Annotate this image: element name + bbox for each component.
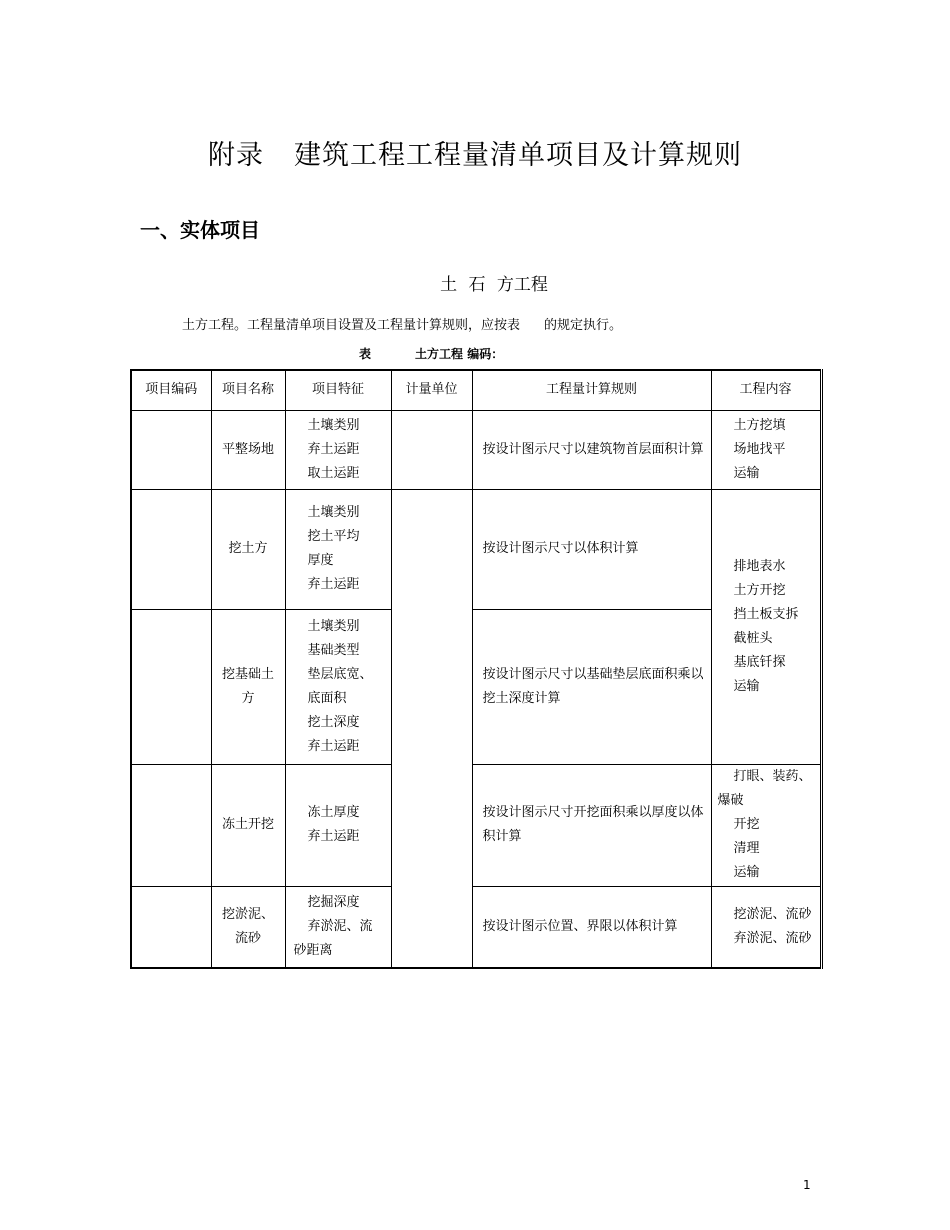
feature-line: 基础类型: [307, 642, 360, 658]
cell-contents: [711, 410, 821, 489]
cell-contents: [711, 764, 821, 886]
feature-line: 冻土厚度: [307, 805, 360, 820]
name-line: 方: [241, 690, 255, 706]
feature-line: 弃土运距: [307, 738, 360, 754]
cell-code: [131, 764, 211, 886]
content-line: 截桩头: [733, 630, 773, 646]
cell-name: [211, 410, 285, 489]
cell-code: [131, 609, 211, 764]
feature-line: 弃淤泥、流: [307, 918, 373, 934]
table-caption: [359, 345, 503, 362]
cell-name: [211, 489, 285, 609]
cell-code: [131, 410, 211, 489]
name-line: 挖淤泥、: [221, 906, 274, 922]
intro-text-part2: 的规定执行。: [544, 318, 623, 333]
content-line: 挖淤泥、流砂: [733, 906, 812, 922]
sub-heading: 土 石 方工程: [440, 275, 548, 295]
cell-name: [211, 764, 285, 886]
name-line: 冻土开挖: [221, 817, 274, 832]
table-row: [131, 764, 821, 886]
cell-name: [211, 609, 285, 764]
header-features: 项目特征: [285, 370, 391, 410]
cell-code: [131, 489, 211, 609]
feature-line: 底面积: [307, 690, 347, 706]
content-line: 挡土板支拆: [733, 606, 799, 622]
content-line: 清理: [733, 841, 760, 856]
table-header-row: [131, 370, 821, 410]
feature-line: 土壤类别: [307, 417, 360, 433]
content-line: 土方挖填: [733, 417, 786, 433]
page-number: 1: [803, 1178, 811, 1192]
feature-line: 弃土运距: [307, 441, 360, 457]
caption-text: 土方工程 编码：: [415, 347, 504, 361]
cell-features: [285, 764, 391, 886]
content-line: 运输: [733, 678, 760, 694]
table-row: [131, 886, 821, 968]
header-unit: 计量单位: [391, 370, 472, 410]
cell-contents-merged: [711, 489, 821, 764]
header-name: 项目名称: [211, 370, 285, 410]
feature-line: 砂距离: [293, 942, 333, 958]
intro-paragraph: [182, 314, 622, 333]
feature-line: 土壤类别: [307, 505, 360, 520]
cell-unit: [391, 410, 472, 489]
cell-name: [211, 886, 285, 968]
content-line: 运输: [733, 465, 760, 481]
feature-line: 弃土运距: [307, 577, 360, 592]
content-line: 打眼、装药、: [733, 769, 812, 784]
table-row: [131, 489, 821, 609]
cell-features: [285, 609, 391, 764]
cell-contents: [711, 886, 821, 968]
title-appendix-label: 附录: [208, 140, 264, 171]
feature-line: 取土运距: [307, 465, 360, 481]
feature-line: 挖土深度: [307, 714, 360, 730]
content-line: 开挖: [733, 817, 760, 832]
cell-rule: 按设计图示尺寸以体积计算: [472, 489, 711, 609]
cell-features: [285, 489, 391, 609]
earthwork-table: [130, 369, 823, 969]
header-contents: 工程内容: [711, 370, 821, 410]
feature-line: 垫层底宽、: [307, 666, 373, 682]
table-container: [130, 369, 823, 969]
feature-line: 挖掘深度: [307, 894, 360, 910]
feature-line: 挖土平均: [307, 529, 360, 544]
header-rule: 工程量计算规则: [472, 370, 711, 410]
cell-code: [131, 886, 211, 968]
content-line: 排地表水: [733, 558, 786, 574]
cell-rule: 按设计图示尺寸以基础垫层底面积乘以挖土深度计算: [472, 609, 711, 764]
document-title: [0, 133, 950, 172]
feature-line: 弃土运距: [307, 829, 360, 844]
content-line: 爆破: [717, 793, 744, 808]
name-line: 挖基础土: [221, 666, 274, 682]
caption-prefix: 表: [359, 347, 372, 361]
header-code: 项目编码: [131, 370, 211, 410]
name-line: 流砂: [234, 930, 261, 946]
content-line: 基底钎探: [733, 654, 786, 670]
cell-features: [285, 410, 391, 489]
content-line: 弃淤泥、流砂: [733, 930, 812, 946]
cell-features: [285, 886, 391, 968]
name-line: 平整场地: [221, 441, 274, 457]
title-main-text: 建筑工程工程量清单项目及计算规则: [294, 140, 742, 171]
table-row: [131, 410, 821, 489]
cell-rule: 按设计图示尺寸开挖面积乘以厚度以体积计算: [472, 764, 711, 886]
cell-rule: 按设计图示位置、界限以体积计算: [472, 886, 711, 968]
content-line: 土方开挖: [733, 582, 786, 598]
content-line: 场地找平: [733, 441, 786, 457]
section-heading: 一、实体项目: [140, 218, 260, 242]
cell-unit-merged: [391, 489, 472, 968]
content-line: 运输: [733, 865, 760, 880]
cell-rule: 按设计图示尺寸以建筑物首层面积计算: [472, 410, 711, 489]
name-line: 挖土方: [228, 541, 268, 556]
intro-text-part1: 土方工程。工程量清单项目设置及工程量计算规则，应按表: [182, 318, 521, 333]
feature-line: 厚度: [307, 553, 334, 568]
feature-line: 土壤类别: [307, 618, 360, 634]
